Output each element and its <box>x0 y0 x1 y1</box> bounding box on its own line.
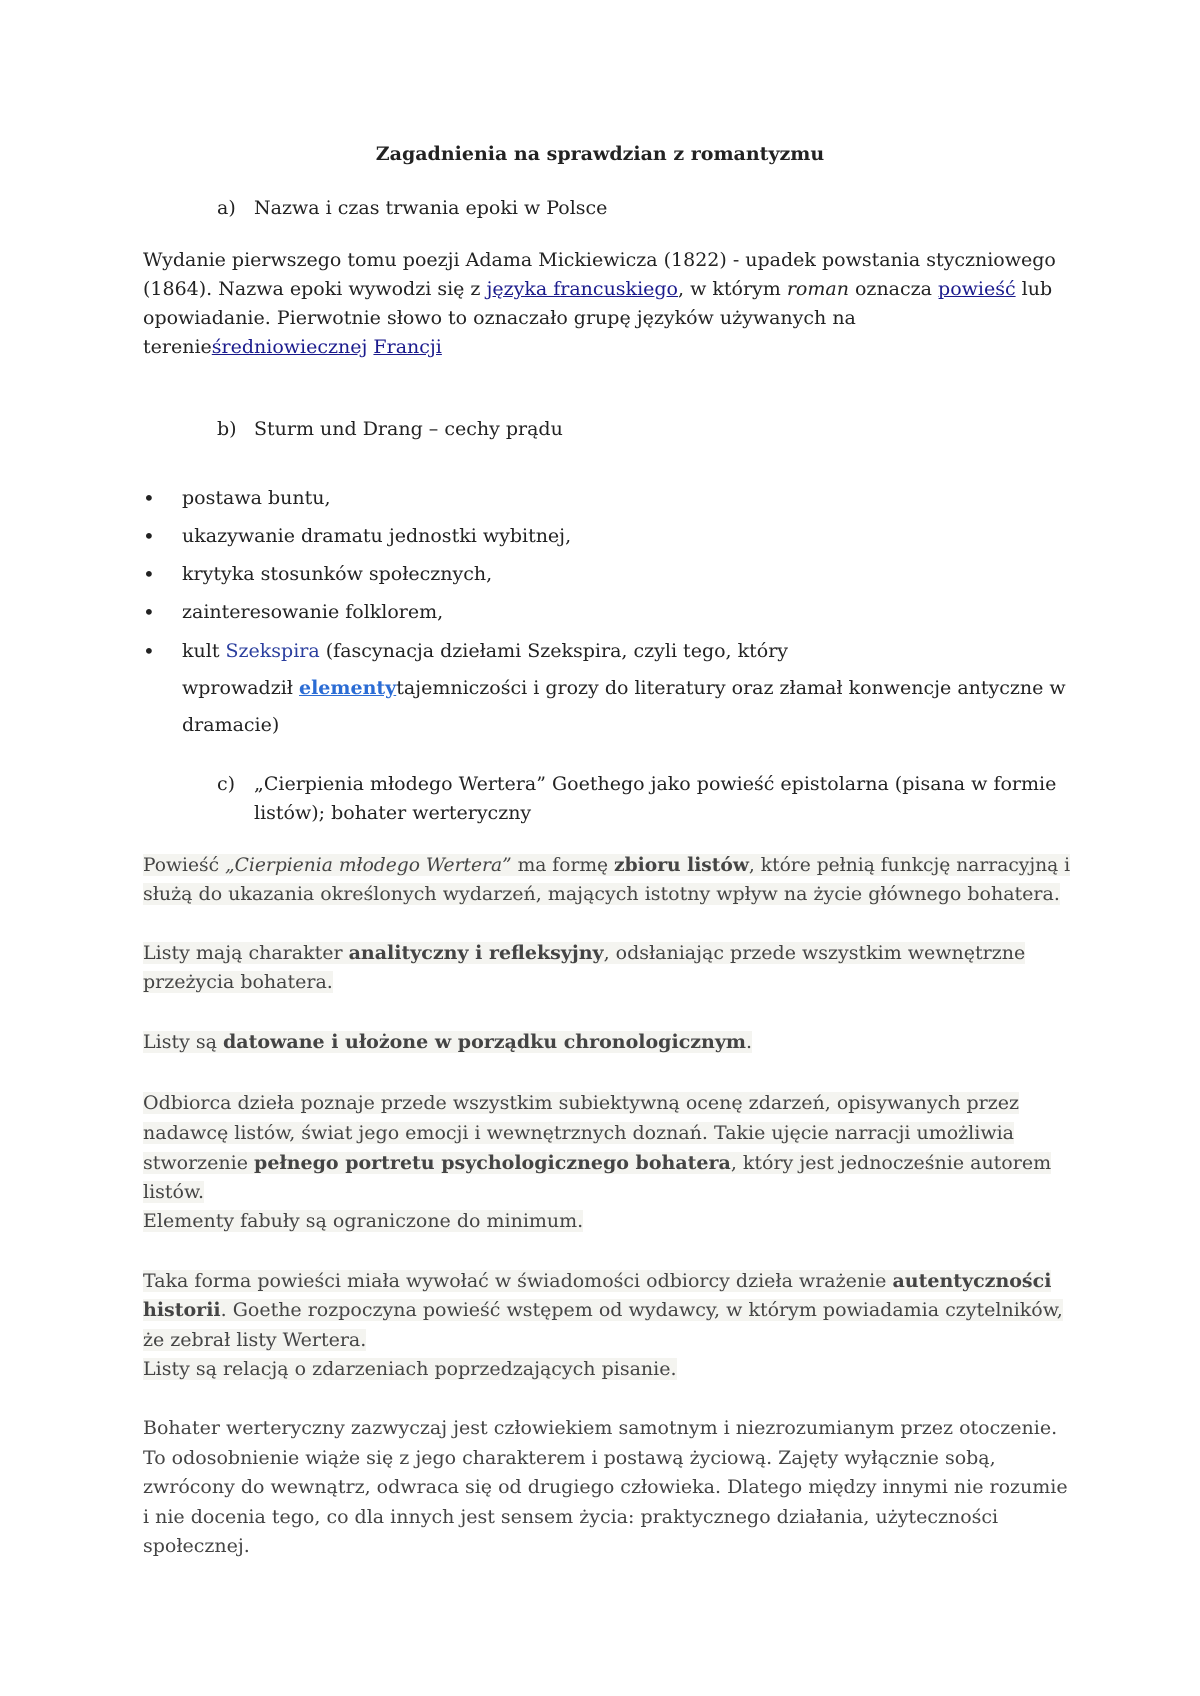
highlighted-text <box>143 854 1070 876</box>
highlighted-text: przeżycia bohatera. <box>143 971 333 993</box>
text-span: lub <box>1015 278 1053 300</box>
list-item: ukazywanie dramatu jednostki wybitnej, <box>182 525 572 547</box>
highlighted-text <box>143 942 1025 964</box>
paragraph-line <box>143 1118 1014 1148</box>
section-a-line-1: Wydanie pierwszego tomu poezji Adama Mickiewicza (1822) - upadek powstania styczniowego <box>143 249 1056 271</box>
bold-text: analityczny i refleksyjny <box>348 942 604 964</box>
section-a-line-2 <box>143 274 1052 304</box>
bold-text: zbioru listów <box>614 854 749 876</box>
text-span: ma formę <box>511 854 615 876</box>
text-span: , które pełnią funkcję narracyjną i <box>748 854 1071 876</box>
paragraph-line <box>143 879 1060 909</box>
text-span: (1864). Nazwa epoki wywodzi się z <box>143 278 487 300</box>
text-span: terenie <box>143 336 212 358</box>
bullet-icon: • <box>143 600 155 624</box>
link-elementy[interactable]: elementy <box>299 677 397 699</box>
link-powiesc[interactable]: powieść <box>938 278 1016 300</box>
highlighted-text: służą do ukazania określonych wydarzeń, mających istotny wpływ na życie głównego bohatera. <box>143 883 1060 905</box>
section-a-line-3: opowiadanie. Pierwotnie słowo to oznaczało grupę języków używanych na <box>143 307 856 329</box>
list-item-continuation: dramacie) <box>182 714 280 736</box>
list-item <box>182 636 788 666</box>
text-span: Listy mają charakter <box>143 942 349 964</box>
list-marker-a: a) <box>217 197 236 219</box>
bullet-icon: • <box>143 639 155 663</box>
link-jezyka-francuskiego[interactable]: języka francuskiego <box>486 278 678 300</box>
paragraph-line <box>143 938 1025 968</box>
paragraph-line <box>143 1325 366 1355</box>
text-span: Powieść <box>143 854 225 876</box>
text-span: kult <box>182 640 226 662</box>
paragraph-line <box>143 1206 583 1236</box>
paragraph-line <box>143 1148 1051 1178</box>
paragraph-line <box>143 1027 752 1057</box>
highlighted-text: listów. <box>143 1181 205 1203</box>
paragraph-line <box>143 850 1070 880</box>
bullet-icon: • <box>143 486 155 510</box>
highlighted-text: Elementy fabuły są ograniczone do minimum. <box>143 1210 584 1232</box>
italic-text: „Cierpienia młodego Wertera” <box>224 854 512 876</box>
bold-text: autentyczności <box>892 1270 1052 1292</box>
highlighted-text <box>143 1152 1051 1174</box>
paragraph-line: społecznej. <box>143 1535 250 1557</box>
bold-text: pełnego portretu psychologicznego bohatera <box>254 1152 731 1174</box>
text-span: . <box>746 1031 753 1053</box>
paragraph-line: Bohater werteryczny zazwyczaj jest człowiekiem samotnym i niezrozumianym przez otoczenie. <box>143 1417 1058 1439</box>
section-b-heading: Sturm und Drang – cechy prądu <box>254 418 563 440</box>
link-sredniowiecznej[interactable]: średniowiecznej <box>211 336 368 358</box>
highlighted-text: nadawcę listów, świat jego emocji i wewnętrznych doznań. Takie ujęcie narracji umożliwia <box>143 1122 1015 1144</box>
text-span: , odsłaniając przede wszystkim wewnętrzne <box>603 942 1026 964</box>
list-item-continuation <box>182 673 1066 703</box>
paragraph-line <box>143 1177 204 1207</box>
highlighted-text: że zebrał listy Wertera. <box>143 1329 367 1351</box>
paragraph-line: zwrócony do wewnątrz, odwraca się od drugiego człowieka. Dlatego między innymi nie rozumie <box>143 1476 1068 1498</box>
text-span: stworzenie <box>143 1152 255 1174</box>
page-title: Zagadnienia na sprawdzian z romantyzmu <box>375 143 825 165</box>
text-span: , który jest jednocześnie autorem <box>730 1152 1052 1174</box>
paragraph-line <box>143 1266 1051 1296</box>
text-span: wprowadził <box>182 677 299 699</box>
list-item: zainteresowanie folklorem, <box>182 601 444 623</box>
bold-text: datowane i ułożone w porządku chronologicznym <box>222 1031 747 1053</box>
paragraph-line: i nie docenia tego, co dla innych jest sensem życia: praktycznego działania, użyteczności <box>143 1506 999 1528</box>
text-span: . Goethe rozpoczyna powieść wstępem od wydawcy, w którym powiadamia czytelników, <box>220 1299 1063 1321</box>
highlighted-text: Listy są relacją o zdarzeniach poprzedzających pisanie. <box>143 1358 677 1380</box>
bullet-icon: • <box>143 524 155 548</box>
list-marker-c: c) <box>217 773 236 795</box>
highlighted-text <box>143 1031 752 1053</box>
list-marker-b: b) <box>217 418 237 440</box>
paragraph-line <box>143 1354 677 1384</box>
paragraph-line: To odosobnienie wiąże się z jego charakterem i postawą życiową. Zajęty wyłącznie sobą, <box>143 1447 996 1469</box>
text-span: Listy są <box>143 1031 223 1053</box>
text-span: (fascynacja dziełami Szekspira, czyli tego, który <box>319 640 789 662</box>
text-span: , w którym <box>678 278 787 300</box>
section-a-line-4 <box>143 332 442 362</box>
list-item: postawa buntu, <box>182 487 331 509</box>
text-span: oznacza <box>848 278 939 300</box>
szekspira-link[interactable]: Szekspira <box>225 640 320 662</box>
highlighted-text <box>143 1270 1051 1292</box>
paragraph-line <box>143 1088 1019 1118</box>
paragraph-line <box>143 1295 1063 1325</box>
italic-text: roman <box>786 278 849 300</box>
paragraph-line <box>143 967 333 997</box>
bullet-icon: • <box>143 562 155 586</box>
text-span: Taka forma powieści miała wywołać w świadomości odbiorcy dzieła wrażenie <box>143 1270 893 1292</box>
section-a-heading: Nazwa i czas trwania epoki w Polsce <box>254 197 608 219</box>
list-item: krytyka stosunków społecznych, <box>182 563 493 585</box>
highlighted-text: Odbiorca dzieła poznaje przede wszystkim subiektywną ocenę zdarzeń, opisywanych przez <box>143 1092 1019 1114</box>
bold-text: historii <box>143 1299 221 1321</box>
link-francji[interactable]: Francji <box>373 336 442 358</box>
highlighted-text <box>143 1299 1063 1321</box>
section-c-heading-line-2: listów); bohater werteryczny <box>254 802 532 824</box>
section-c-heading-line-1: „Cierpienia młodego Wertera” Goethego jako powieść epistolarna (pisana w formie <box>254 773 1057 795</box>
text-span: tajemniczości i grozy do literatury oraz złamał konwencje antyczne w <box>396 677 1066 699</box>
